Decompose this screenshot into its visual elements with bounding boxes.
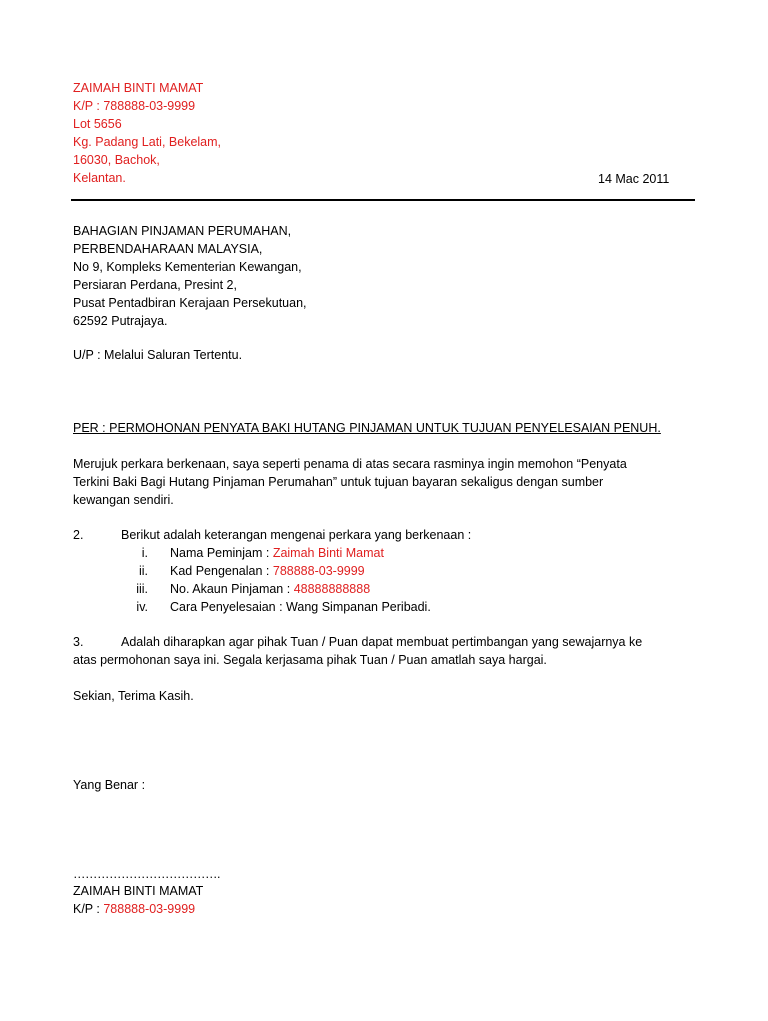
paragraph-line: Merujuk perkara berkenaan, saya seperti penama di atas secara rasminya ingin memohon “Penyata xyxy=(73,457,627,471)
sender-address-line: 16030, Bachok, xyxy=(73,153,160,167)
recipient-line: Pusat Pentadbiran Kerajaan Persekutuan, xyxy=(73,296,307,310)
paragraph-3 xyxy=(73,633,642,669)
recipient-block xyxy=(73,222,307,330)
paragraph-line: kewangan sendiri. xyxy=(73,493,174,507)
sender-block xyxy=(73,79,221,187)
sender-kp: K/P : 788888-03-9999 xyxy=(73,99,196,113)
detail-label: No. Akaun Pinjaman : xyxy=(170,582,294,596)
detail-label: Nama Peminjam : xyxy=(170,546,273,560)
recipient-line: BAHAGIAN PINJAMAN PERUMAHAN, xyxy=(73,224,292,238)
attention-line: U/P : Melalui Saluran Tertentu. xyxy=(73,348,243,362)
list-numeral: i. xyxy=(141,546,148,560)
detail-value: Zaimah Binti Mamat xyxy=(272,546,384,560)
recipient-line: 62592 Putrajaya. xyxy=(73,314,168,328)
signoff-line: Yang Benar : xyxy=(73,778,146,792)
detail-value: 788888-03-9999 xyxy=(272,564,365,578)
header-divider xyxy=(71,199,695,201)
paragraph-line: Terkini Baki Bagi Hutang Pinjaman Perumahan” untuk tujuan bayaran sekaligus dengan sumber xyxy=(73,475,604,489)
recipient-line: No 9, Kompleks Kementerian Kewangan, xyxy=(73,260,302,274)
detail-value: 48888888888 xyxy=(293,582,371,596)
signature-kp-label: K/P : xyxy=(73,902,104,916)
list-numeral: iv. xyxy=(136,600,148,614)
subject-line: PER : PERMOHONAN PENYATA BAKI HUTANG PINJAMAN UNTUK TUJUAN PENYELESAIAN PENUH. xyxy=(73,421,661,435)
sender-name: ZAIMAH BINTI MAMAT xyxy=(73,81,204,95)
signature-kp xyxy=(73,900,195,918)
paragraph-3-number: 3. xyxy=(73,635,84,649)
sender-address-line: Kg. Padang Lati, Bekelam, xyxy=(73,135,222,149)
paragraph-line: Adalah diharapkan agar pihak Tuan / Puan dapat membuat pertimbangan yang sewajarnya ke xyxy=(121,635,643,649)
list-numeral: iii. xyxy=(136,582,148,596)
sender-address-line: Kelantan. xyxy=(73,171,126,185)
paragraph-2-number: 2. xyxy=(73,528,84,542)
paragraph-2-intro: Berikut adalah keterangan mengenai perkara yang berkenaan : xyxy=(121,528,472,542)
closing-line: Sekian, Terima Kasih. xyxy=(73,689,194,703)
paragraph-1 xyxy=(73,455,673,509)
signature-line: ………………………………. xyxy=(73,867,220,881)
signature-name: ZAIMAH BINTI MAMAT xyxy=(73,884,204,898)
paragraph-line: atas permohonan saya ini. Segala kerjasama pihak Tuan / Puan amatlah saya hargai. xyxy=(73,653,547,667)
sender-address-line: Lot 5656 xyxy=(73,117,122,131)
detail-label: Kad Pengenalan : xyxy=(170,564,273,578)
list-numeral: ii. xyxy=(138,564,148,578)
letter-date: 14 Mac 2011 xyxy=(598,172,670,186)
detail-label: Cara Penyelesaian : Wang Simpanan Peribadi. xyxy=(170,600,431,614)
recipient-line: PERBENDAHARAAN MALAYSIA, xyxy=(73,242,263,256)
signature-kp-value: 788888-03-9999 xyxy=(103,902,196,916)
recipient-line: Persiaran Perdana, Presint 2, xyxy=(73,278,237,292)
